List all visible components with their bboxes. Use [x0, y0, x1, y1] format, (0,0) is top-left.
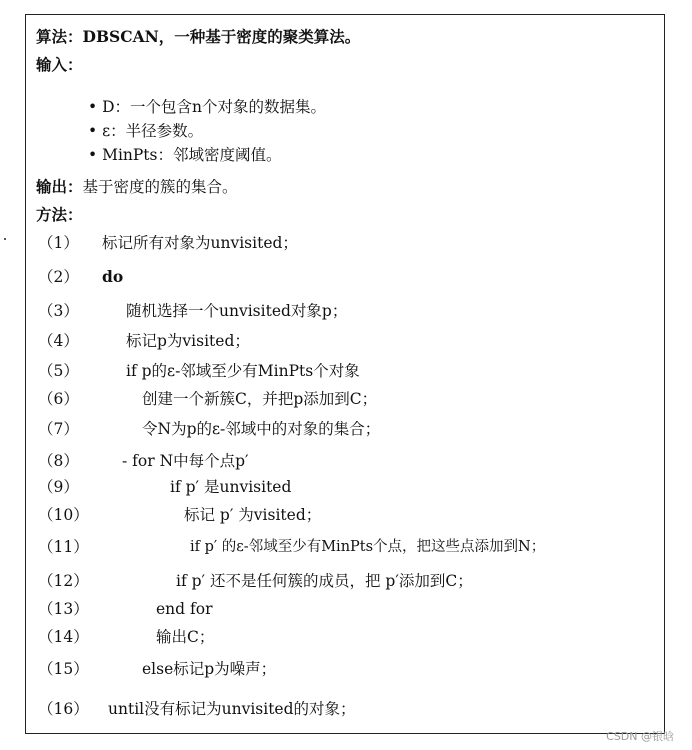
step-number: （6） — [38, 390, 79, 408]
step-text: 随机选择一个unvisited对象p； — [126, 302, 348, 320]
algorithm-title — [36, 27, 360, 47]
output-text: 基于密度的簇的集合。 — [82, 178, 238, 196]
step-text: do — [102, 267, 124, 286]
step-number: （11） — [38, 538, 89, 556]
step-text: 标记p为visited； — [126, 332, 250, 350]
step-number: （5） — [38, 362, 79, 380]
step-number: （15） — [38, 660, 89, 678]
step-text: if p′ 的ε-邻域至少有MinPts个点，把这些点添加到N； — [190, 539, 546, 555]
step-number: （10） — [38, 506, 89, 524]
stray-dot — [4, 238, 6, 240]
step-number: （4） — [38, 332, 79, 350]
step-number: （12） — [38, 572, 89, 590]
method-label: 方法： — [36, 205, 83, 224]
step-text: 标记所有对象为unvisited； — [102, 234, 298, 252]
input-label: 输入： — [36, 55, 83, 74]
step-number: （1） — [38, 234, 79, 252]
step-text: if p的ε-邻域至少有MinPts个对象 — [126, 362, 360, 380]
step-number: （9） — [38, 478, 79, 496]
step-number: （3） — [38, 302, 79, 320]
title-label: 算法： — [36, 27, 83, 46]
watermark: CSDN @银晗 — [606, 730, 674, 743]
title-text: DBSCAN，一种基于密度的聚类算法。 — [82, 27, 361, 46]
step-text: 输出C； — [156, 628, 215, 646]
step-number: （13） — [38, 600, 89, 618]
step-text: if p′ 是unvisited — [170, 478, 292, 496]
step-number: （7） — [38, 420, 79, 438]
step-text: - for N中每个点p′ — [122, 452, 249, 470]
step-number: （16） — [38, 700, 89, 718]
input-item: • ε：半径参数。 — [88, 122, 204, 140]
step-text: 令N为p的ε-邻域中的对象的集合； — [142, 420, 381, 438]
step-text: until没有标记为unvisited的对象； — [108, 700, 356, 718]
output-line — [36, 177, 238, 197]
input-item: • D：一个包含n个对象的数据集。 — [88, 98, 326, 116]
step-text: else标记p为噪声； — [142, 660, 277, 678]
step-text: end for — [156, 600, 213, 618]
output-label: 输出： — [36, 177, 83, 196]
step-text: 创建一个新簇C，并把p添加到C； — [142, 390, 378, 408]
step-text: if p′ 还不是任何簇的成员，把 p′添加到C； — [176, 572, 473, 590]
step-number: （14） — [38, 628, 89, 646]
step-number: （2） — [38, 268, 79, 286]
step-number: （8） — [38, 452, 79, 470]
step-text: 标记 p′ 为visited； — [184, 506, 322, 524]
input-item: • MinPts：邻域密度阈值。 — [88, 146, 282, 164]
algorithm-box — [25, 14, 665, 734]
